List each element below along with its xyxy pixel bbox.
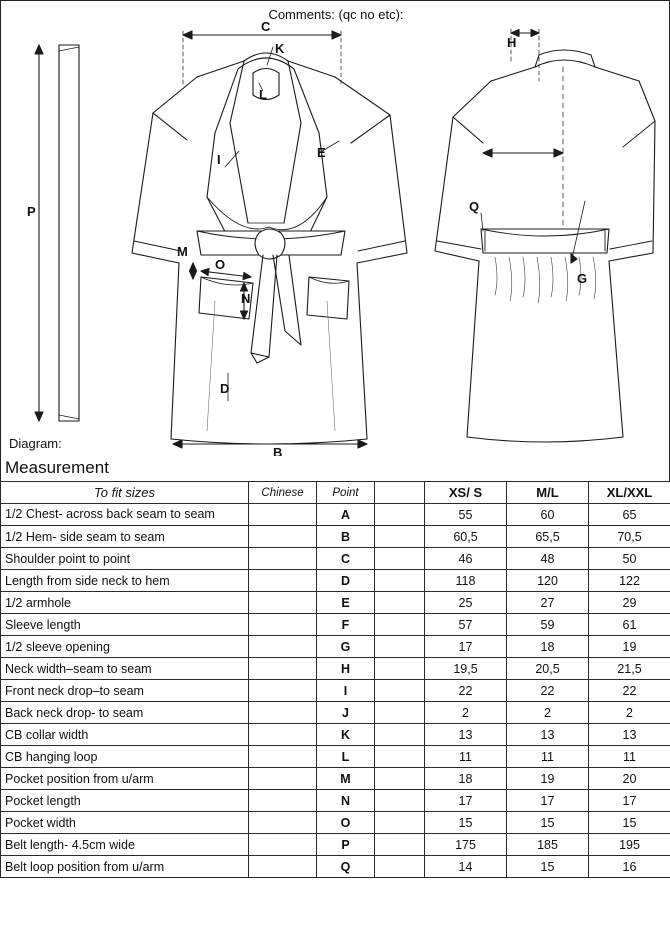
row-point: J	[317, 702, 375, 724]
row-description: Front neck drop–to seam	[1, 680, 249, 702]
row-blank	[375, 570, 425, 592]
callout-C: C	[261, 19, 271, 34]
row-value-xs-s: 11	[425, 746, 507, 768]
row-point: D	[317, 570, 375, 592]
callout-B: B	[273, 445, 283, 456]
row-value-xl-xxl: 61	[589, 614, 670, 636]
row-description: CB hanging loop	[1, 746, 249, 768]
row-value-xl-xxl: 65	[589, 504, 670, 526]
row-value-xs-s: 14	[425, 856, 507, 878]
row-description: Pocket width	[1, 812, 249, 834]
row-description: Belt loop position from u/arm	[1, 856, 249, 878]
row-value-m-l: 27	[507, 592, 589, 614]
row-chinese	[249, 570, 317, 592]
row-chinese	[249, 856, 317, 878]
row-description: Pocket length	[1, 790, 249, 812]
row-value-xs-s: 55	[425, 504, 507, 526]
column-header-blank	[375, 482, 425, 504]
row-value-xl-xxl: 16	[589, 856, 670, 878]
row-point: E	[317, 592, 375, 614]
table-row	[1, 526, 670, 548]
row-value-xl-xxl: 122	[589, 570, 670, 592]
row-chinese	[249, 658, 317, 680]
row-value-m-l: 19	[507, 768, 589, 790]
page-title: Measurement	[0, 455, 670, 481]
row-value-xs-s: 18	[425, 768, 507, 790]
callout-G: G	[577, 271, 588, 286]
row-value-xl-xxl: 50	[589, 548, 670, 570]
table-row	[1, 504, 670, 526]
row-description: Pocket position from u/arm	[1, 768, 249, 790]
row-chinese	[249, 526, 317, 548]
row-chinese	[249, 724, 317, 746]
column-header-size-xl-xxl: XL/XXL	[589, 482, 670, 504]
table-row	[1, 702, 670, 724]
row-value-m-l: 60	[507, 504, 589, 526]
row-value-xs-s: 22	[425, 680, 507, 702]
row-point: P	[317, 834, 375, 856]
callout-H: H	[507, 35, 517, 50]
callout-N: N	[241, 291, 251, 306]
diagram-area	[0, 0, 670, 455]
row-chinese	[249, 548, 317, 570]
row-value-m-l: 13	[507, 724, 589, 746]
row-value-xs-s: 57	[425, 614, 507, 636]
column-header-point: Point	[317, 482, 375, 504]
row-point: A	[317, 504, 375, 526]
callout-I: I	[217, 152, 221, 167]
row-description: Back neck drop- to seam	[1, 702, 249, 724]
row-description: 1/2 sleeve opening	[1, 636, 249, 658]
callout-Q: Q	[469, 199, 480, 214]
column-header-size-xs-s: XS/ S	[425, 482, 507, 504]
row-value-m-l: 120	[507, 570, 589, 592]
row-blank	[375, 702, 425, 724]
row-point: Q	[317, 856, 375, 878]
table-row	[1, 724, 670, 746]
row-point: H	[317, 658, 375, 680]
row-chinese	[249, 834, 317, 856]
row-description: 1/2 Hem- side seam to seam	[1, 526, 249, 548]
callout-P: P	[27, 204, 36, 219]
row-description: 1/2 armhole	[1, 592, 249, 614]
row-point: O	[317, 812, 375, 834]
row-value-xs-s: 46	[425, 548, 507, 570]
table-row	[1, 570, 670, 592]
column-header-chinese: Chinese	[249, 482, 317, 504]
row-description: Length from side neck to hem	[1, 570, 249, 592]
row-blank	[375, 636, 425, 658]
row-point: M	[317, 768, 375, 790]
table-row	[1, 636, 670, 658]
row-value-xl-xxl: 20	[589, 768, 670, 790]
row-chinese	[249, 592, 317, 614]
row-blank	[375, 680, 425, 702]
row-blank	[375, 592, 425, 614]
diagram-label: Diagram:	[9, 436, 62, 451]
row-blank	[375, 526, 425, 548]
measurement-table	[0, 481, 670, 878]
row-value-m-l: 185	[507, 834, 589, 856]
row-description: CB collar width	[1, 724, 249, 746]
row-blank	[375, 812, 425, 834]
row-point: I	[317, 680, 375, 702]
row-blank	[375, 504, 425, 526]
row-value-m-l: 48	[507, 548, 589, 570]
row-value-m-l: 17	[507, 790, 589, 812]
table-row	[1, 856, 670, 878]
callout-O: O	[215, 257, 226, 272]
row-chinese	[249, 636, 317, 658]
row-value-m-l: 59	[507, 614, 589, 636]
table-row	[1, 790, 670, 812]
row-value-xs-s: 17	[425, 636, 507, 658]
row-value-xs-s: 15	[425, 812, 507, 834]
table-row	[1, 768, 670, 790]
table-row	[1, 746, 670, 768]
row-blank	[375, 724, 425, 746]
row-value-m-l: 15	[507, 856, 589, 878]
row-value-m-l: 65,5	[507, 526, 589, 548]
row-blank	[375, 790, 425, 812]
row-value-xl-xxl: 195	[589, 834, 670, 856]
row-value-xs-s: 13	[425, 724, 507, 746]
table-row	[1, 680, 670, 702]
technical-drawing	[1, 1, 670, 461]
row-description: Sleeve length	[1, 614, 249, 636]
table-header-row	[1, 482, 670, 504]
row-point: G	[317, 636, 375, 658]
row-value-xl-xxl: 22	[589, 680, 670, 702]
column-header-description: To fit sizes	[1, 482, 249, 504]
row-value-xs-s: 60,5	[425, 526, 507, 548]
row-value-xl-xxl: 21,5	[589, 658, 670, 680]
row-value-xl-xxl: 11	[589, 746, 670, 768]
row-point: L	[317, 746, 375, 768]
row-value-xs-s: 118	[425, 570, 507, 592]
row-blank	[375, 768, 425, 790]
table-row	[1, 834, 670, 856]
row-description: Shoulder point to point	[1, 548, 249, 570]
row-blank	[375, 856, 425, 878]
row-value-xs-s: 175	[425, 834, 507, 856]
row-value-xl-xxl: 13	[589, 724, 670, 746]
row-value-xl-xxl: 2	[589, 702, 670, 724]
table-row	[1, 548, 670, 570]
table-row	[1, 658, 670, 680]
row-value-xl-xxl: 70,5	[589, 526, 670, 548]
row-value-xs-s: 25	[425, 592, 507, 614]
row-point: N	[317, 790, 375, 812]
row-point: K	[317, 724, 375, 746]
row-value-xs-s: 19,5	[425, 658, 507, 680]
row-description: 1/2 Chest- across back seam to seam	[1, 504, 249, 526]
row-point: F	[317, 614, 375, 636]
row-description: Neck width–seam to seam	[1, 658, 249, 680]
callout-E: E	[317, 145, 326, 160]
row-value-m-l: 2	[507, 702, 589, 724]
row-chinese	[249, 812, 317, 834]
row-blank	[375, 614, 425, 636]
row-blank	[375, 834, 425, 856]
row-chinese	[249, 702, 317, 724]
column-header-size-m-l: M/L	[507, 482, 589, 504]
row-description: Belt length- 4.5cm wide	[1, 834, 249, 856]
row-chinese	[249, 746, 317, 768]
comments-label: Comments: (qc no etc):	[268, 7, 404, 22]
row-chinese	[249, 680, 317, 702]
row-value-xs-s: 2	[425, 702, 507, 724]
row-point: B	[317, 526, 375, 548]
row-value-m-l: 11	[507, 746, 589, 768]
row-value-xs-s: 17	[425, 790, 507, 812]
row-value-m-l: 22	[507, 680, 589, 702]
row-value-m-l: 15	[507, 812, 589, 834]
row-value-xl-xxl: 15	[589, 812, 670, 834]
row-chinese	[249, 790, 317, 812]
row-blank	[375, 746, 425, 768]
row-value-xl-xxl: 19	[589, 636, 670, 658]
row-value-xl-xxl: 29	[589, 592, 670, 614]
row-chinese	[249, 768, 317, 790]
row-value-m-l: 18	[507, 636, 589, 658]
row-blank	[375, 548, 425, 570]
table-row	[1, 614, 670, 636]
callout-L: L	[259, 87, 267, 102]
row-value-m-l: 20,5	[507, 658, 589, 680]
row-value-xl-xxl: 17	[589, 790, 670, 812]
row-chinese	[249, 504, 317, 526]
callout-K: K	[275, 41, 285, 56]
table-row	[1, 812, 670, 834]
row-blank	[375, 658, 425, 680]
row-chinese	[249, 614, 317, 636]
table-row	[1, 592, 670, 614]
row-point: C	[317, 548, 375, 570]
callout-D: D	[220, 381, 230, 396]
callout-M: M	[177, 244, 188, 259]
